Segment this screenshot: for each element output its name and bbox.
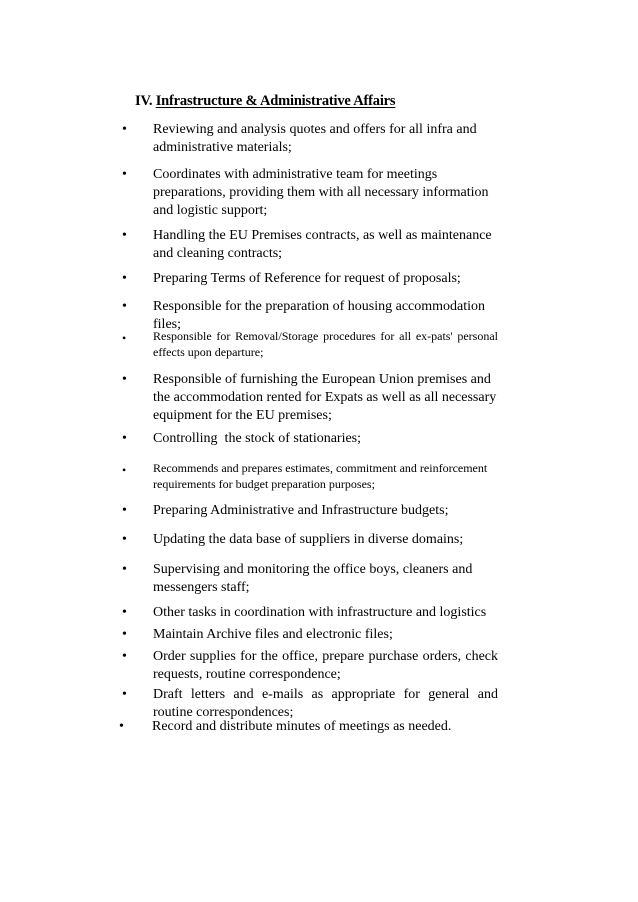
bullet-icon: • <box>122 562 127 577</box>
bullet-icon: • <box>122 331 127 345</box>
bullet-icon: • <box>122 649 127 664</box>
bullet-icon: • <box>122 627 127 642</box>
list-item-text: Coordinates with administrative team for meetings preparations, providing them with all necessary information and logistic support; <box>153 167 489 218</box>
bullet-icon: • <box>122 431 127 446</box>
list-item-text: Controlling the stock of stationaries; <box>153 431 362 446</box>
list-item-text: Maintain Archive files and electronic files; <box>153 627 393 642</box>
bullet-icon: • <box>119 719 124 734</box>
bullet-icon: • <box>122 122 127 137</box>
list-item-text: Supervising and monitoring the office boys, cleaners and messengers staff; <box>153 562 473 595</box>
list-item-text: Handling the EU Premises contracts, as well as maintenance and cleaning contracts; <box>153 228 492 261</box>
list-item-text: Record and distribute minutes of meetings as needed. <box>152 719 452 734</box>
list-item-text: Draft letters and e-mails as appropriate for general and routine correspondences; <box>153 687 498 720</box>
list-item-text: Reviewing and analysis quotes and offers for all infra and administrative materials; <box>153 122 477 155</box>
section-title: Infrastructure & Administrative Affairs <box>155 93 396 109</box>
list-item-text: Recommends and prepares estimates, commitment and reinforcement requirements for budget preparation purposes; <box>153 461 488 491</box>
bullet-icon: • <box>122 687 127 702</box>
bullet-icon: • <box>122 532 127 547</box>
section-heading <box>135 93 395 110</box>
list-item-text: Order supplies for the office, prepare purchase orders, check requests, routine correspondence; <box>153 649 498 682</box>
bullet-icon: • <box>122 372 127 387</box>
list-item-text: Responsible of furnishing the European Union premises and the accommodation rented for Expats as well as all necessary equipment for the EU premises; <box>153 372 497 423</box>
list-item-text: Preparing Terms of Reference for request of proposals; <box>153 271 461 286</box>
bullet-icon: • <box>122 299 127 314</box>
bullet-icon: • <box>122 503 127 518</box>
bullet-icon: • <box>122 271 127 286</box>
list-item-text: Other tasks in coordination with infrastructure and logistics <box>153 605 487 620</box>
list-item-text: Preparing Administrative and Infrastructure budgets; <box>153 503 449 518</box>
list-item-text: Responsible for Removal/Storage procedures for all ex-pats' personal effects upon departure; <box>153 329 498 359</box>
list-item-text: Updating the data base of suppliers in diverse domains; <box>153 532 464 547</box>
bullet-icon: • <box>122 463 127 477</box>
bullet-icon: • <box>122 167 127 182</box>
bullet-icon: • <box>122 605 127 620</box>
section-number: IV. <box>135 93 153 109</box>
list-item-text: Responsible for the preparation of housing accommodation files; <box>153 299 486 332</box>
bullet-icon: • <box>122 228 127 243</box>
